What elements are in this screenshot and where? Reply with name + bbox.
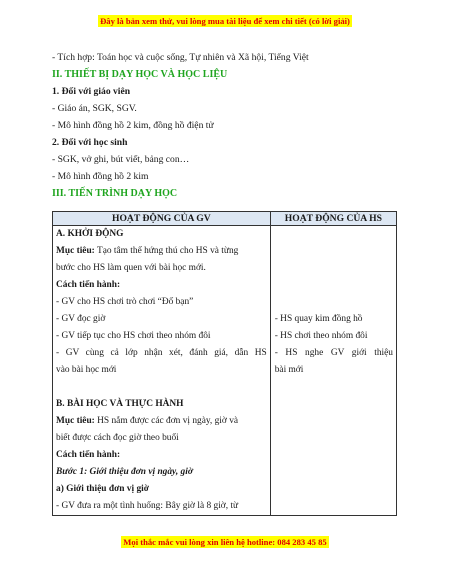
goal-label: Mục tiêu: [56,246,95,256]
student-item: - Mô hình đồng hồ 2 kim [52,171,149,182]
student-step: bài mới [274,365,304,375]
table-header-row [53,212,397,226]
header-teacher-activity: HOẠT ĐỘNG CỦA GV [53,212,271,226]
integration-line: - Tích hợp: Toán học và cuộc sống, Tự nhiên và Xã hội, Tiếng Việt [52,52,309,63]
section-a-title: A. KHỞI ĐỘNG [56,229,124,239]
student-step: - HS nghe GV giới thiệu [274,348,393,358]
section-b-title: B. BÀI HỌC VÀ THỰC HÀNH [56,399,184,409]
hotline-banner [0,537,450,547]
blank-line [275,226,393,243]
teacher-item: - Giáo án, SGK, SGV. [52,103,137,114]
teacher-step: - GV cho HS chơi trò chơi “Đố bạn” [56,297,194,307]
section-b-method: Cách tiến hành: [56,450,121,460]
goal-label: Mục tiêu: [56,416,95,426]
section-b-goal-cont: biết được cách đọc giờ theo buổi [56,433,179,443]
teacher-item: - Mô hình đồng hồ 2 kim, đồng hồ điện tử [52,120,214,131]
section-a-goal-cont: bước cho HS làm quen với bài học mới. [56,263,206,273]
student-heading: 2. Đối với học sinh [52,137,128,148]
blank-line [275,260,393,277]
blank-line [275,277,393,294]
preview-banner-text: Đây là bản xem thử, vui lòng mua tài liệu để xem chi tiết (có lời giải) [100,16,350,26]
step-1-title: Bước 1: Giới thiệu đơn vị ngày, giờ [56,467,193,477]
teacher-step: - GV đưa ra một tình huống: Bây giờ là 8 giờ, từ [56,501,239,511]
blank-line [56,379,267,396]
student-item: - SGK, vở ghi, bút viết, bảng con… [52,154,190,165]
table-row [53,226,397,516]
goal-text: Tạo tâm thế hứng thú cho HS và từng [94,246,239,256]
section-2-title: II. THIẾT BỊ DẠY HỌC VÀ HỌC LIỆU [52,69,228,80]
teacher-activity-cell [53,226,271,516]
header-student-activity: HOẠT ĐỘNG CỦA HS [270,212,396,226]
teacher-step: - GV cùng cả lớp nhận xét, đánh giá, dẫn HS [56,348,267,358]
sub-a-title: a) Giới thiệu đơn vị giờ [56,484,149,494]
blank-line [275,294,393,311]
teacher-step: - GV tiếp tục cho HS chơi theo nhóm đôi [56,331,211,341]
preview-banner [0,16,450,26]
lesson-plan-table [52,211,397,516]
section-b-goal [56,413,267,430]
section-a-method: Cách tiến hành: [56,280,121,290]
student-activity-cell [270,226,396,516]
teacher-heading: 1. Đối với giáo viên [52,86,131,97]
goal-text: HS nắm được các đơn vị ngày, giờ và [94,416,239,426]
section-a-goal [56,243,267,260]
teacher-step: vào bài học mới [56,365,117,375]
student-step: - HS quay kim đồng hồ [274,314,363,324]
section-3-title: III. TIẾN TRÌNH DẠY HỌC [52,188,178,199]
blank-line [275,243,393,260]
hotline-text: Mọi thắc mắc vui lòng xin liên hệ hotline: 084 283 45 85 [123,537,327,547]
teacher-step: - GV đọc giờ [56,314,106,324]
student-step: - HS chơi theo nhóm đôi [274,331,368,341]
document-body [52,49,396,202]
